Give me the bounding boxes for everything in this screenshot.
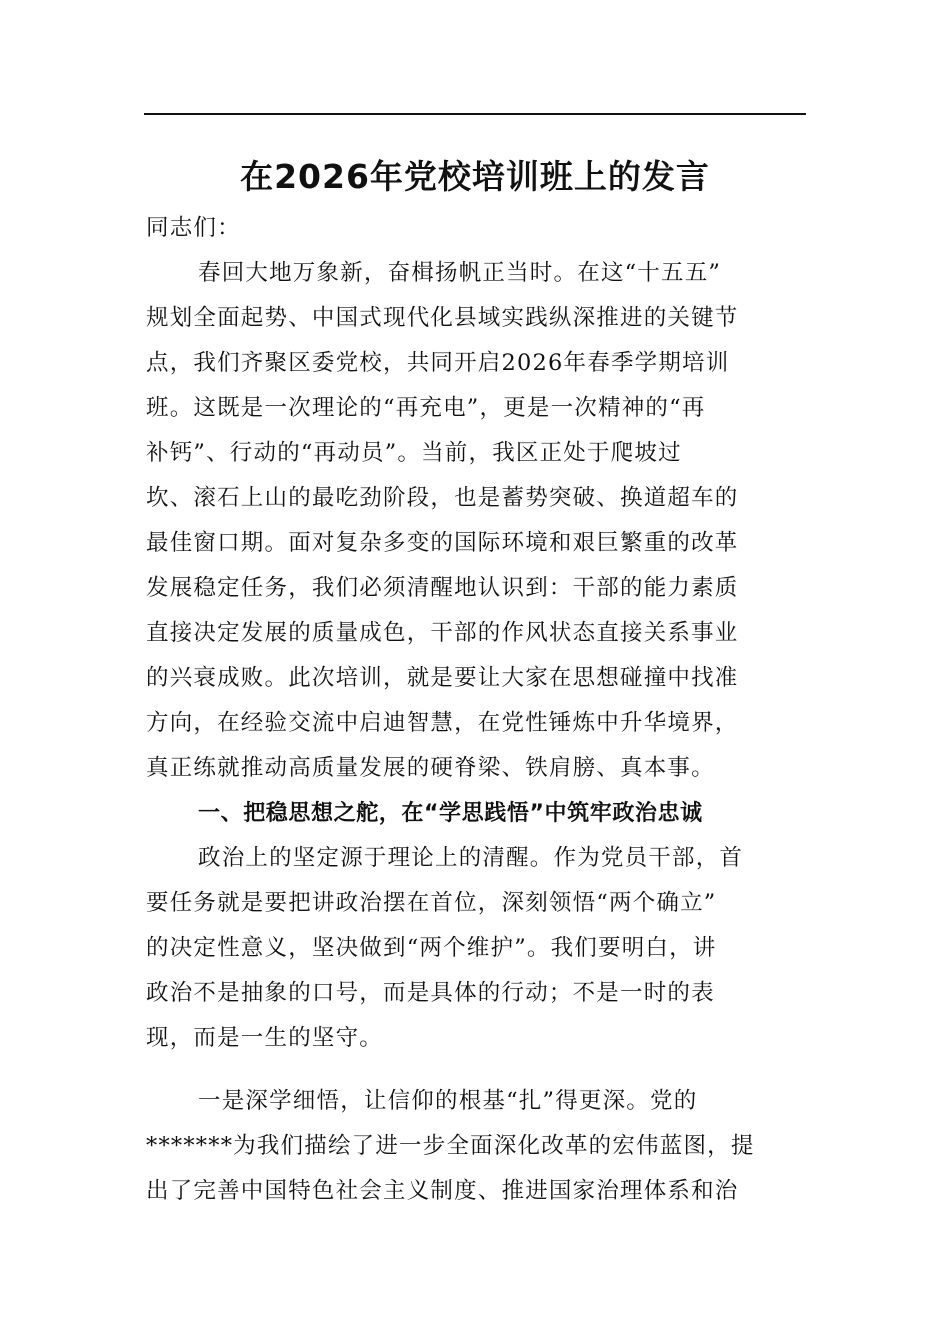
paragraph-line: 的兴衰成败。此次培训，就是要让大家在思想碰撞中找准 <box>146 665 739 691</box>
paragraph-line: 要任务就是要把讲政治摆在首位，深刻领悟“两个确立” <box>146 890 717 916</box>
paragraph-line: 出了完善中国特色社会主义制度、推进国家治理体系和治 <box>146 1178 739 1204</box>
point1-paragraph <box>146 1079 806 1214</box>
salutation: 同志们： <box>146 215 241 241</box>
paragraph-line: 现，而是一生的坚守。 <box>146 1025 384 1051</box>
paragraph-line: 规划全面起势、中国式现代化县域实践纵深推进的关键节 <box>146 305 739 331</box>
paragraph-line: 补钙”、行动的“再动员”。当前，我区正处于爬坡过 <box>146 440 682 466</box>
paragraph-line: 真正练就推动高质量发展的硬脊梁、铁肩膀、真本事。 <box>146 755 715 781</box>
paragraph-line: 一是深学细悟，让信仰的根基“扎”得更深。党的 <box>198 1088 698 1114</box>
paragraph-line: 政治不是抽象的口号，而是具体的行动；不是一时的表 <box>146 980 715 1006</box>
document-body <box>146 206 806 1214</box>
paragraph-line: 的决定性意义，坚决做到“两个维护”。我们要明白，讲 <box>146 935 717 961</box>
document-title: 在2026年党校培训班上的发言 <box>240 157 710 196</box>
paragraph-line: 点，我们齐聚区委党校，共同开启2026年春季学期培训 <box>146 350 730 376</box>
paragraph-line: 班。这既是一次理论的“再充电”，更是一次精神的“再 <box>146 395 706 421</box>
paragraph-line: 政治上的坚定源于理论上的清醒。作为党员干部，首 <box>198 845 744 871</box>
paragraph-line: 春回大地万象新，奋楫扬帆正当时。在这“十五五” <box>198 260 722 286</box>
section1-paragraph <box>146 836 806 1061</box>
paragraph-line: 直接决定发展的质量成色，干部的作风状态直接关系事业 <box>146 620 739 646</box>
intro-paragraph <box>146 251 806 791</box>
section-heading: 一、把稳思想之舵，在“学思践悟”中筑牢政治忠诚 <box>198 801 703 826</box>
paragraph-gap <box>146 1061 806 1079</box>
paragraph-line: *******为我们描绘了进一步全面深化改革的宏伟蓝图，提 <box>146 1133 755 1159</box>
header-rule <box>144 113 806 115</box>
paragraph-line: 坎、滚石上山的最吃劲阶段，也是蓄势突破、换道超车的 <box>146 485 739 511</box>
paragraph-line: 方向，在经验交流中启迪智慧，在党性锤炼中升华境界， <box>146 710 739 736</box>
paragraph-line: 最佳窗口期。面对复杂多变的国际环境和艰巨繁重的改革 <box>146 530 739 556</box>
paragraph-line: 发展稳定任务，我们必须清醒地认识到：干部的能力素质 <box>146 575 739 601</box>
